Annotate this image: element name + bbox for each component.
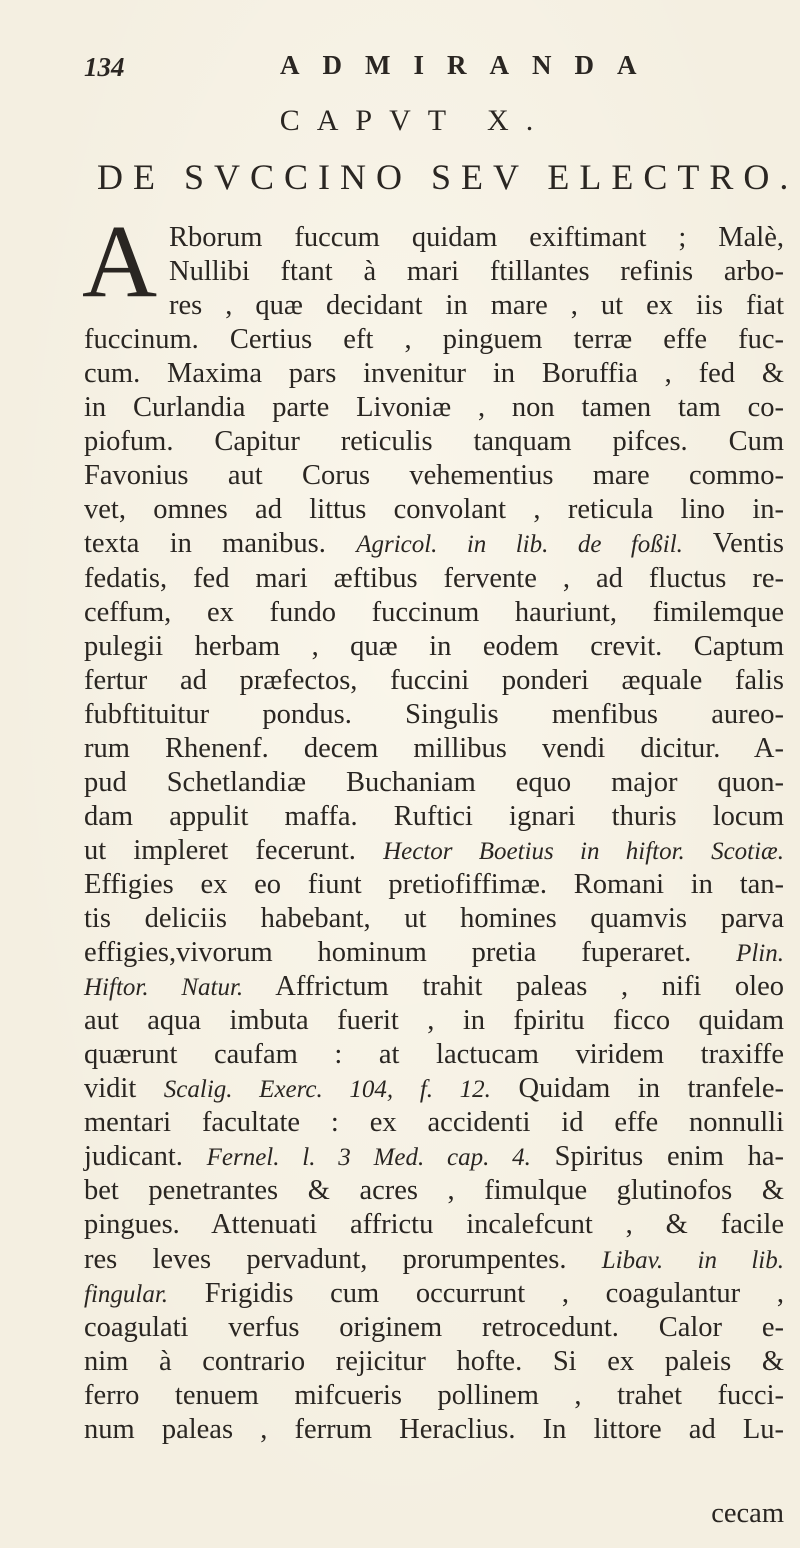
text-line [169, 255, 784, 289]
citation: fingular. [84, 1280, 169, 1308]
text-run: dam appulit maffa. Ruftici ignari thuris locum [84, 800, 784, 832]
text-line [84, 630, 784, 664]
text-line [84, 493, 784, 527]
citation: Plin. [736, 940, 784, 968]
text-run: fertur ad præfectos, fuccini ponderi æquale falis [84, 664, 784, 696]
text-line [84, 1345, 784, 1379]
text-run: Favonius aut Corus vehementius mare commo- [84, 460, 784, 492]
text-run: ceffum, ex fundo fuccinum hauriunt, fimilemque [84, 596, 784, 628]
text-line [84, 1311, 784, 1345]
text-line [84, 766, 784, 800]
text-run: num paleas , ferrum Heraclius. In littore ad Lu- [84, 1413, 784, 1445]
text-line [169, 221, 784, 255]
text-line [84, 868, 784, 902]
text-line [84, 902, 784, 936]
text-line [84, 1379, 784, 1413]
text-run: pingues. Attenuati affrictu incalefcunt , & facile [84, 1209, 784, 1241]
text-run: res , quæ decidant in mare , ut ex iis fiat [169, 290, 784, 322]
text-run: judicant. [84, 1141, 207, 1173]
catchword: cecam [711, 1498, 784, 1529]
text-run: vidit [84, 1073, 164, 1105]
text-run: ut impleret fecerunt. [84, 834, 384, 866]
page-header [84, 46, 774, 86]
text-line [84, 800, 784, 834]
text-line [84, 1038, 784, 1072]
text-run: Quidam in tranfele- [490, 1073, 784, 1105]
citation: Agricol. in lib. de foßil. [356, 531, 683, 559]
citation: Fernel. l. 3 Med. cap. 4. [206, 1144, 531, 1172]
chapter-label: CAPVT X. [279, 104, 551, 137]
text-line [84, 1208, 784, 1242]
text-line [84, 1004, 784, 1038]
text-run: Ventis [682, 528, 784, 560]
text-line [84, 834, 784, 869]
text-run: vet, omnes ad littus convolant , reticula lino in- [84, 494, 784, 526]
text-run: ferro tenuem mifcueris pollinem , trahet fucci- [84, 1379, 784, 1411]
text-run: bet penetrantes & acres , fimulque glutinofos & [84, 1175, 784, 1207]
citation: Hiftor. Natur. [84, 974, 244, 1002]
text-run: fuccinum. Certius eft , pinguem terræ effe fuc- [84, 324, 784, 356]
running-title: ADMIRANDA [280, 50, 660, 80]
text-line [84, 1243, 784, 1278]
text-line [84, 1413, 784, 1447]
text-line [84, 732, 784, 766]
text-line [84, 664, 784, 698]
text-run: texta in manibus. [84, 528, 357, 560]
chapter-title: DE SVCCINO SEV ELECTRO. [97, 157, 799, 197]
text-line [84, 1072, 784, 1107]
page-number: 134 [84, 52, 125, 82]
text-run: in Curlandia parte Livoniæ , non tamen tam co- [84, 392, 784, 424]
text-run: Frigidis cum occurrunt , coagulantur , [168, 1277, 784, 1309]
text-line [84, 391, 784, 425]
text-line [84, 357, 784, 391]
text-run: effigies,vivorum hominum pretia fuperaret. [84, 937, 737, 969]
text-run: Affrictum trahit paleas , nifi oleo [243, 971, 784, 1003]
text-run: Effigies ex eo fiunt pretiofiffimæ. Romani in tan- [84, 868, 784, 900]
text-run: quærunt caufam : at lactucam viridem traxiffe [84, 1039, 784, 1071]
text-run: rum Rhenenf. decem millibus vendi dicitur. A- [84, 732, 784, 764]
text-run: fedatis, fed mari æftibus fervente , ad fluctus re- [84, 562, 784, 594]
text-run: Rborum fuccum quidam exiftimant ; Malè, [169, 222, 784, 253]
text-run: Nullibi ftant à mari ftillantes refinis arbo- [169, 256, 784, 288]
citation: Libav. in lib. [601, 1246, 784, 1274]
text-line [84, 323, 784, 357]
text-line [84, 459, 784, 493]
text-run: aut aqua imbuta fuerit , in fpiritu ficco quidam [84, 1005, 784, 1037]
citation: Hector Boetius in hiftor. Scotiæ. [383, 837, 784, 865]
text-line [84, 425, 784, 459]
text-line [84, 698, 784, 732]
drop-cap: A [82, 204, 158, 319]
text-line [84, 562, 784, 596]
text-line [84, 596, 784, 630]
text-run: pulegii herbam , quæ in eodem crevit. Captum [84, 630, 784, 662]
text-run: coagulati verfus originem retrocedunt. Calor e- [84, 1311, 784, 1343]
text-run: pud Schetlandiæ Buchaniam equo major quon- [84, 766, 784, 798]
text-line [84, 970, 784, 1005]
text-run: nim à contrario rejicitur hofte. Si ex paleis & [84, 1345, 784, 1377]
text-run: res leves pervadunt, prorumpentes. [84, 1243, 602, 1275]
text-run: cum. Maxima pars invenitur in Boruffia , fed & [84, 358, 784, 390]
text-line [84, 527, 784, 562]
text-line [84, 1106, 784, 1140]
text-run: tis deliciis habebant, ut homines quamvis parva [84, 903, 784, 934]
text-run: Spiritus enim ha- [530, 1141, 784, 1173]
text-line [84, 936, 784, 971]
text-line [84, 1277, 784, 1312]
text-line [169, 289, 784, 323]
text-line [84, 1140, 784, 1175]
text-run: fubftituitur pondus. Singulis menfibus aureo- [84, 698, 784, 730]
citation: Scalig. Exerc. 104, f. 12. [163, 1076, 491, 1104]
text-run: mentari facultate : ex accidenti id effe nonnulli [84, 1107, 784, 1139]
text-line [84, 1174, 784, 1208]
text-run: piofum. Capitur reticulis tanquam pifces. Cum [84, 426, 784, 458]
